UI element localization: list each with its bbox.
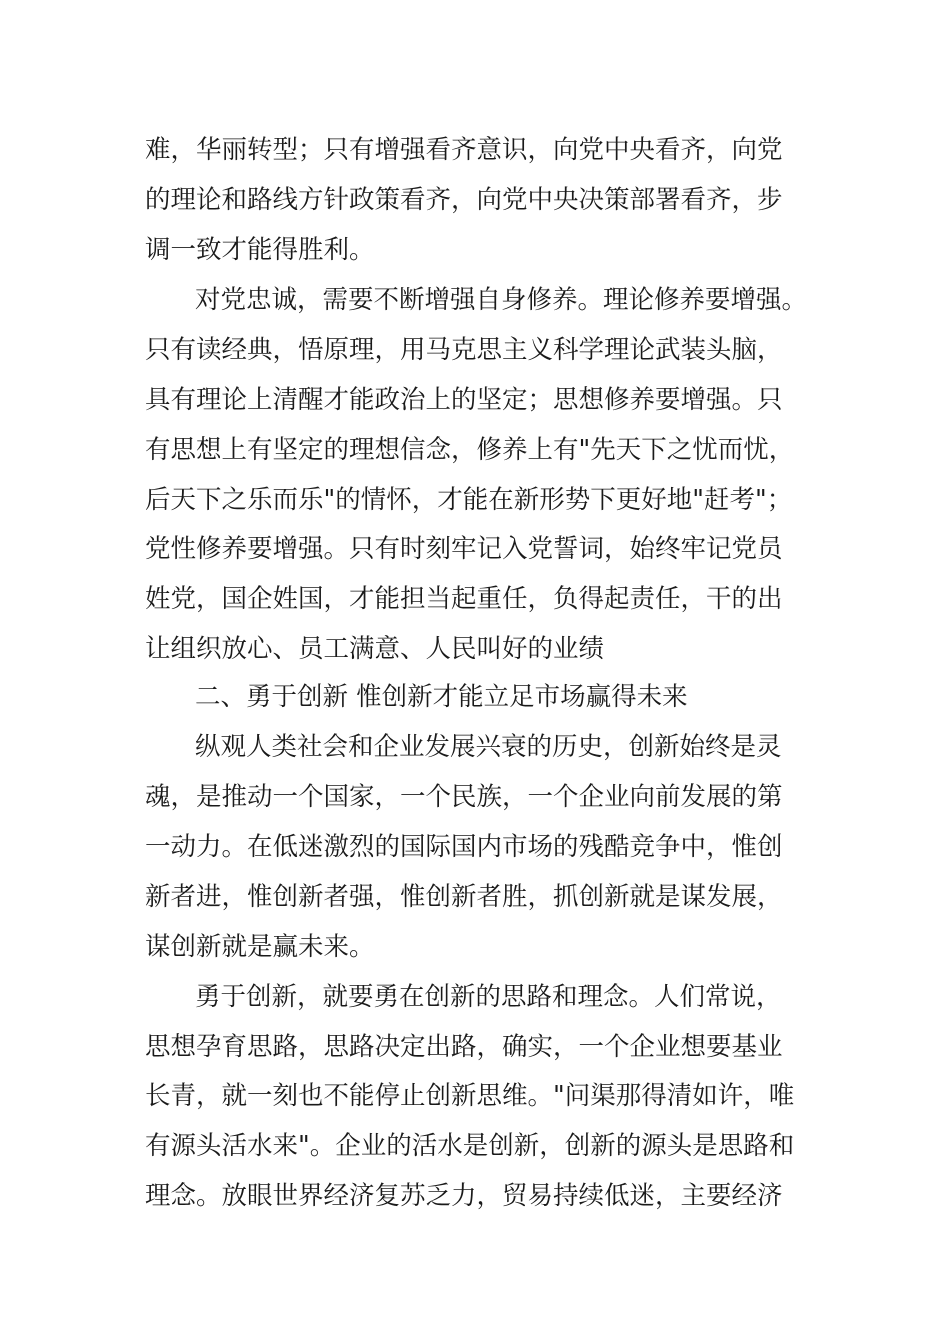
text-line: 难，华丽转型；只有增强看齐意识，向党中央看齐，向党 xyxy=(145,135,783,165)
text-line: 调一致才能得胜利。 xyxy=(145,235,375,265)
text-line: 让组织放心、员工满意、人民叫好的业绩 xyxy=(145,634,605,664)
text-line: 有思想上有坚定的理想信念，修养上有"先天下之忧而忧， xyxy=(145,435,795,465)
text-line: 有源头活水来"。企业的活水是创新，创新的源头是思路和 xyxy=(145,1131,795,1161)
text-line: 思想孕育思路，思路决定出路，确实，一个企业想要基业 xyxy=(145,1032,783,1062)
section-heading: 二、勇于创新 惟创新才能立足市场赢得未来 xyxy=(195,682,688,712)
text-line: 具有理论上清醒才能政治上的坚定；思想修养要增强。只 xyxy=(145,385,783,415)
text-line: 长青，就一刻也不能停止创新思维。"问渠那得清如许，唯 xyxy=(145,1081,795,1111)
text-line: 的理论和路线方针政策看齐，向党中央决策部署看齐，步 xyxy=(145,185,783,215)
paragraph-start-line: 勇于创新，就要勇在创新的思路和理念。人们常说， xyxy=(195,982,782,1012)
text-line: 姓党，国企姓国，才能担当起重任，负得起责任，干的出 xyxy=(145,584,783,614)
paragraph-start-line: 纵观人类社会和企业发展兴衰的历史，创新始终是灵 xyxy=(195,732,782,762)
paragraph-start-line: 对党忠诚，需要不断增强自身修养。理论修养要增强。 xyxy=(195,285,808,315)
text-line: 理念。放眼世界经济复苏乏力，贸易持续低迷，主要经济 xyxy=(145,1181,783,1211)
text-line: 魂，是推动一个国家，一个民族，一个企业向前发展的第 xyxy=(145,782,783,812)
text-line: 党性修养要增强。只有时刻牢记入党誓词，始终牢记党员 xyxy=(145,534,783,564)
text-line: 一动力。在低迷激烈的国际国内市场的残酷竞争中，惟创 xyxy=(145,832,783,862)
text-line: 谋创新就是赢未来。 xyxy=(145,932,375,962)
text-line: 新者进，惟创新者强，惟创新者胜，抓创新就是谋发展， xyxy=(145,882,783,912)
text-line: 只有读经典，悟原理，用马克思主义科学理论武装头脑， xyxy=(145,335,783,365)
text-line: 后天下之乐而乐"的情怀，才能在新形势下更好地"赶考"； xyxy=(145,485,793,515)
